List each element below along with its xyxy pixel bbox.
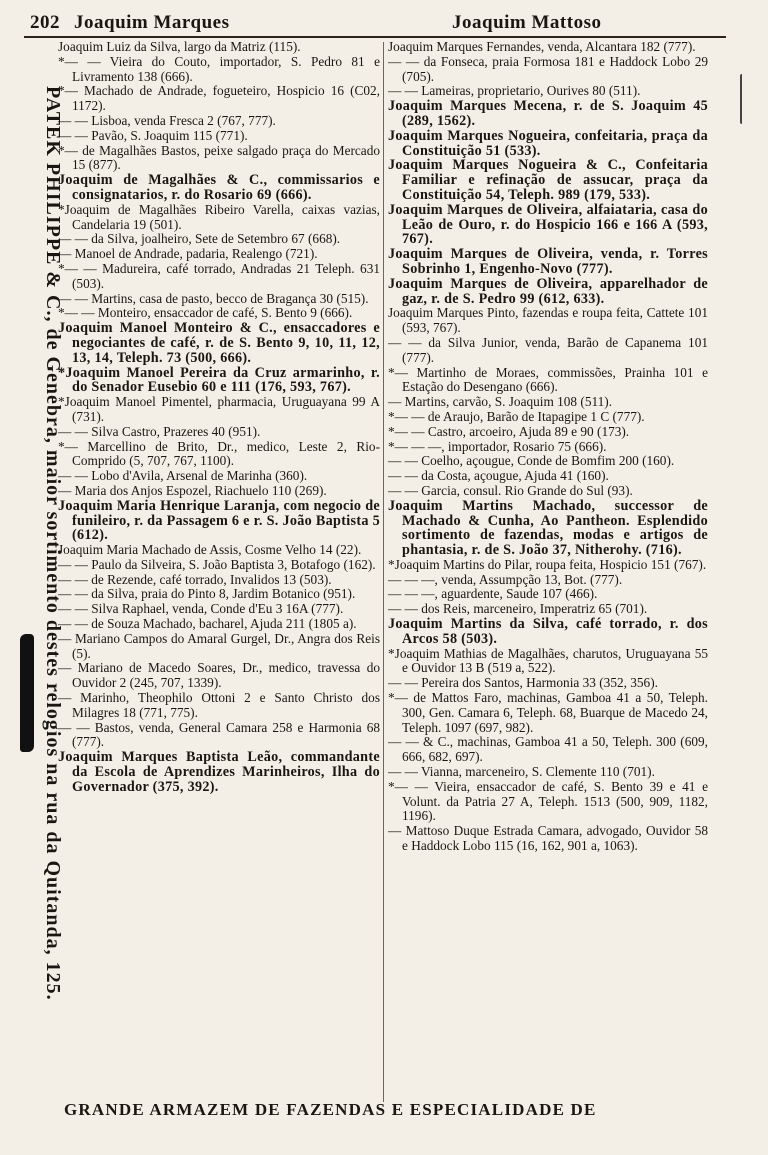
directory-entry: Joaquim Marques Fernandes, venda, Alcantara 182 (777). [388,39,696,54]
directory-entry: — Martins, carvão, S. Joaquim 108 (511). [388,394,613,410]
directory-entry: *— — Monteiro, ensaccador de café, S. Bento 9 (666). [58,305,353,321]
directory-entry: *— — Vieira, ensaccador de café, S. Bento 39 e 41 e Volunt. da Patria 27 A, Teleph. 1513 (500, 909, 1182, 1196). [388,778,708,824]
ink-blot [20,634,34,752]
directory-entry: *Joaquim Manoel Pimentel, pharmacia, Uruguayana 99 A (731). [58,394,380,424]
directory-entry: *— Machado de Andrade, fogueteiro, Hospicio 16 (C02, 1172). [58,83,380,114]
directory-entry: Joaquim Marques de Oliveira, apparelhador de gaz, r. de S. Pedro 99 (612, 633). [388,275,708,307]
column-divider [383,42,384,1102]
running-head-right: Joaquim Mattoso [452,12,602,33]
directory-entry: — Manoel de Andrade, padaria, Realengo (721). [58,246,318,262]
directory-entry: — — Pereira dos Santos, Harmonia 33 (352, 356). [388,675,658,691]
directory-entry: Joaquim Marques Nogueira, confeitaria, praça da Constituição 51 (533). [388,127,708,159]
directory-entry: — — da Silva, praia do Pinto 8, Jardim Botanico (951). [58,586,356,602]
directory-entry: — — Silva Raphael, venda, Conde d'Eu 3 16A (777). [58,601,344,617]
directory-entry: — — —, aguardente, Saude 107 (466). [388,586,598,602]
directory-entry: — — Garcia, consul. Rio Grande do Sul (93). [388,482,633,498]
directory-entry: — — da Fonseca, praia Formosa 181 e Haddock Lobo 29 (705). [388,53,708,84]
sidebar-advert-text: PATEK PHILIPPE & C., de Genebra, maior sortimento destes relogios na rua da Quitanda, 125. [42,86,64,1001]
directory-entry: Joaquim Martins da Silva, café torrado, r. dos Arcos 58 (503). [388,616,708,647]
directory-entry: — — Lameiras, proprietario, Ourives 80 (511). [388,83,641,99]
directory-entry: Joaquim de Magalhães & C., commissarios e consignatarios, r. do Rosario 69 (666). [58,172,380,203]
directory-entry: — — Paulo da Silveira, S. João Baptista 3, Botafogo (162). [58,556,376,572]
running-head-left: Joaquim Marques [74,12,230,33]
directory-entry: — — Martins, casa de pasto, becco de Bragança 30 (515). [58,290,369,306]
directory-entry: — — —, venda, Assumpção 13, Bot. (777). [388,571,623,587]
directory-entry: Joaquim Luiz da Silva, largo da Matriz (115). [58,39,301,54]
directory-entry: — — de Rezende, café torrado, Invalidos 13 (503). [58,571,332,587]
directory-entry: Joaquim Manoel Monteiro & C., ensaccadores e negociantes de café, r. de S. Bento 9, 10, 11, 12, 13, 14, Teleph. 73 (500, 666). [58,320,380,366]
directory-entry: — — de Souza Machado, bacharel, Ajuda 211 (1805 a). [58,616,357,632]
directory-entry: Joaquim Martins Machado, successor de Machado & Cunha, Ao Pantheon. Esplendido sortimento de fazendas, modas e artigos de phantasia, r. de S. João 37, Nitherohy. (716). [388,497,708,559]
directory-entry: Joaquim Marques Pinto, fazendas e roupa feita, Cattete 101 (593, 767). [388,305,708,336]
directory-entry: Joaquim Maria Machado de Assis, Cosme Velho 14 (22). [58,542,362,558]
directory-entry: — Mariano de Macedo Soares, Dr., medico, travessa do Ouvidor 2 (245, 707, 1339). [58,660,380,691]
margin-mark [740,74,746,124]
directory-entry: Joaquim Marques Nogueira & C., Confeitaria Familiar e refinação de assucar, praça da Constituição 54, Teleph. 989 (179, 533). [388,157,708,203]
directory-entry: — — Coelho, açougue, Conde de Bomfim 200 (160). [388,453,675,469]
directory-entry: *Joaquim de Magalhães Ribeiro Varella, caixas vazias, Candelaria 19 (501). [58,201,380,232]
directory-entry: *Joaquim Martins do Pilar, roupa feita, Hospicio 151 (767). [388,556,707,572]
directory-entry: *— — Vieira do Couto, importador, S. Pedro 81 e Livramento 138 (666). [58,53,380,84]
directory-entry: *— de Magalhães Bastos, peixe salgado praça do Mercado 15 (877). [58,142,380,173]
directory-entry: — Maria dos Anjos Espozel, Riachuelo 110 (269). [58,482,327,498]
directory-entry: — — Pavão, S. Joaquim 115 (771). [58,127,248,143]
directory-entry: — — Bastos, venda, General Camara 258 e Harmonia 68 (777). [58,719,380,750]
directory-entry: *— Marcellino de Brito, Dr., medico, Leste 2, Rio-Comprido (5, 707, 767, 1100). [58,438,380,469]
directory-entry: — — dos Reis, marceneiro, Imperatriz 65 (701). [388,601,648,617]
page-header [24,8,724,34]
left-column [58,40,380,795]
directory-entry: Joaquim Marques Baptista Leão, commandante da Escola de Aprendizes Marinheiros, Ilha do Governador (375, 392). [58,749,380,795]
directory-entry: *— — Castro, arcoeiro, Ajuda 89 e 90 (173). [388,423,630,439]
footer-advert: GRANDE ARMAZEM DE FAZENDAS E ESPECIALIDADE DE [64,1100,597,1119]
directory-entry: — — Lisboa, venda Fresca 2 (767, 777). [58,112,276,128]
directory-entry: *— — de Araujo, Barão de Itapagipe 1 C (777). [388,408,645,424]
directory-entry: *Joaquim Manoel Pereira da Cruz armarinho, r. do Senador Eusebio 60 e 111 (176, 593, 767). [58,364,380,396]
directory-entry: — — da Silva, joalheiro, Sete de Setembro 67 (668). [58,231,341,247]
directory-entry: — Mattoso Duque Estrada Camara, advogado, Ouvidor 58 e Haddock Lobo 115 (16, 162, 901 a, 1063). [388,823,708,854]
directory-entry: — Mariano Campos do Amaral Gurgel, Dr., Angra dos Reis (5). [58,630,380,661]
directory-entry: *— Martinho de Moraes, commissões, Prainha 101 e Estação do Desengano (666). [388,364,708,395]
directory-entry: Joaquim Marques de Oliveira, venda, r. Torres Sobrinho 1, Engenho-Novo (777). [388,246,708,277]
directory-entry: Joaquim Marques Mecena, r. de S. Joaquim 45 (289, 1562). [388,98,708,129]
directory-entry: Joaquim Marques de Oliveira, alfaiataria, casa do Leão de Ouro, r. do Hospicio 166 e 166 A (593, 767). [388,201,708,248]
directory-entry: Joaquim Maria Henrique Laranja, com negocio de funileiro, r. da Passagem 6 e r. S. João Baptista 5 (612). [58,497,380,544]
directory-entry: *— — —, importador, Rosario 75 (666). [388,438,607,454]
directory-entry: — — da Silva Junior, venda, Barão de Capanema 101 (777). [388,334,708,365]
directory-entry: — — da Costa, açougue, Ajuda 41 (160). [388,468,609,484]
directory-entry: — Marinho, Theophilo Ottoni 2 e Santo Christo dos Milagres 18 (771, 775). [58,690,380,720]
directory-entry: *Joaquim Mathias de Magalhães, charutos, Uruguayana 55 e Ouvidor 13 B (519 a, 522). [388,645,708,676]
header-rule [24,36,726,38]
directory-entry: — — Vianna, marceneiro, S. Clemente 110 (701). [388,764,655,780]
directory-entry: *— — Madureira, café torrado, Andradas 21 Teleph. 631 (503). [58,260,380,291]
directory-entry: *— de Mattos Faro, machinas, Gamboa 41 a 50, Teleph. 300, Gen. Camara 6, Teleph. 68, Buarque de Macedo 24, Teleph. 1097 (697, 982). [388,690,708,735]
directory-entry: — — & C., machinas, Gamboa 41 a 50, Teleph. 300 (609, 666, 682, 697). [388,734,708,765]
page-number: 202 [30,12,60,33]
right-column [388,40,708,854]
directory-entry: — — Silva Castro, Prazeres 40 (951). [58,423,261,439]
directory-entry: — — Lobo d'Avila, Arsenal de Marinha (360). [58,468,308,484]
